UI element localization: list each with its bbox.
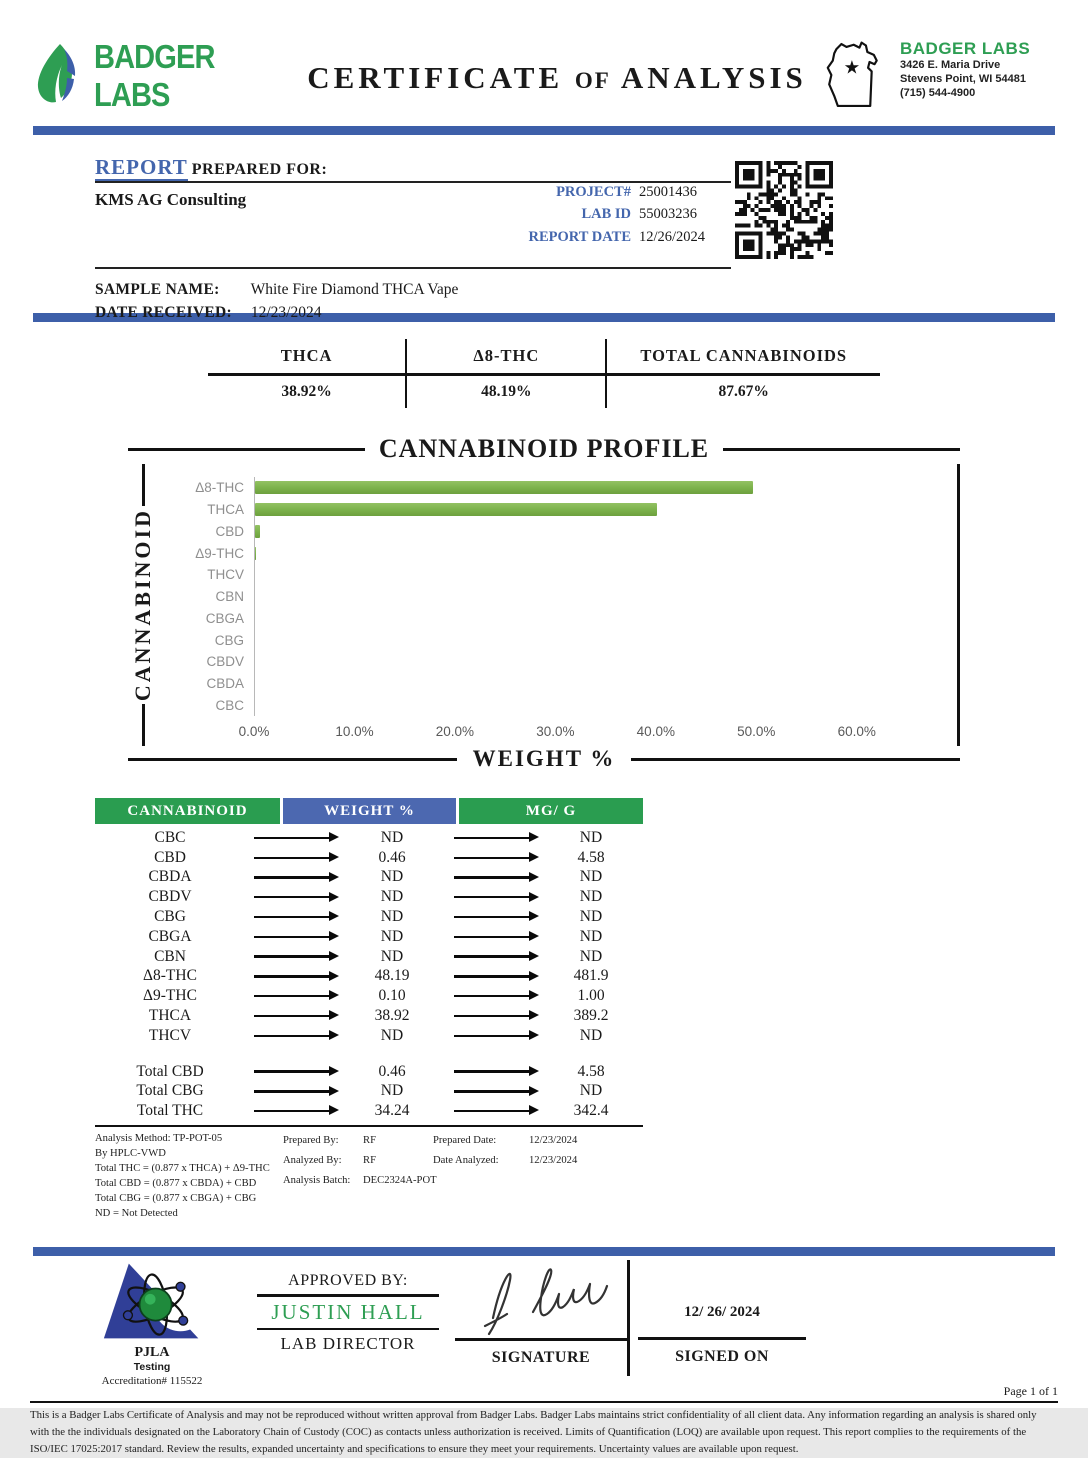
mg-value: ND [579,1026,603,1044]
cannabinoid-name: CBGA [148,927,192,945]
arrow-icon [254,916,330,918]
frame-line [142,704,145,746]
chart-bar-track [254,542,937,564]
chart-row [158,629,937,651]
arrow-icon [254,1015,330,1017]
chart-row [158,673,937,695]
arrow-icon [254,1035,330,1037]
weight-value: ND [380,888,404,906]
divider-bar [33,126,1055,135]
chart-bar-track [254,694,937,716]
arrow-icon [454,1110,530,1112]
chart-category-label: CBG [214,632,244,648]
project-value: 25001436 [639,184,697,200]
summary-table [208,339,880,408]
weight-value: 0.46 [378,848,406,866]
cannabinoid-name: Total THC [136,1102,204,1120]
wisconsin-state-icon [822,38,894,117]
lab-id-value: 55003236 [639,206,697,223]
chart-bar [255,525,260,538]
arrow-icon [454,876,530,878]
chart-category-label: THCA [207,502,244,518]
chart-bar-track [254,629,937,651]
chart-bar-track [254,651,937,673]
signature-image [455,1256,627,1338]
prepared-by-label: Prepared By: [283,1135,339,1147]
weight-value: ND [380,828,404,846]
batch-label: Analysis Batch: [283,1175,351,1187]
cannabinoid-name: Δ8-THC [143,967,197,985]
chart-category-label: CBC [215,697,244,713]
summary-value: 48.19% [406,375,606,409]
mg-value: ND [579,828,603,846]
x-tick-label: 40.0% [636,724,675,739]
table-row [95,947,643,967]
arrow-icon [254,1110,330,1112]
weight-value: 0.46 [378,1062,406,1080]
report-info-section [95,155,1088,322]
signed-date: 12/ 26/ 2024 [684,1304,760,1321]
project-info [503,181,731,248]
approved-by-block [257,1272,439,1354]
pjla-logo-icon [98,1329,206,1346]
cannabinoid-name: Total CBD [136,1062,204,1080]
signed-on-label: SIGNED ON [675,1348,769,1366]
cannabinoid-name: CBDV [148,888,192,906]
chart-category-label: Δ8-THC [195,480,244,496]
x-tick-label: 20.0% [435,724,475,739]
weight-value: 0.10 [378,987,406,1005]
approver-name: JUSTIN HALL [271,1300,425,1325]
cannabinoid-name: Total CBG [136,1082,204,1100]
leaf-logo-icon [34,43,86,110]
lab-address2: Stevens Point, WI 54481 [900,73,1026,85]
arrow-icon [454,1035,530,1037]
frame-line [128,758,457,761]
approval-section [35,1256,1053,1388]
svg-text:★: ★ [843,56,861,78]
chart-row [158,586,937,608]
chart-row [158,694,937,716]
rule [638,1337,806,1340]
cannabinoid-name: THCA [148,1007,192,1025]
chart-category-label: CBGA [205,610,244,626]
arrow-icon [454,896,530,898]
project-label: PROJECT# [556,184,631,200]
x-tick-label: 30.0% [536,724,575,739]
signature-label: SIGNATURE [491,1349,591,1367]
lab-id-label: LAB ID [581,206,631,223]
lab-address-card [822,38,1060,117]
footnote-line: Total CBD = (0.877 x CBDA) + CBD [95,1178,257,1190]
mg-value: ND [579,947,603,965]
frame-line [142,464,145,506]
chart-row [158,651,937,673]
date-analyzed-label: Date Analyzed: [433,1155,499,1167]
weight-value: ND [380,868,404,886]
weight-value: 48.19 [374,967,410,985]
qr-code [735,161,833,264]
arrow-icon [254,1090,330,1092]
lab-name: BADGER LABS [900,39,1031,58]
frame-line [631,758,960,761]
table-row [95,848,643,868]
table-row [95,967,643,987]
table-row [95,907,643,927]
arrow-icon [254,857,330,859]
chart-category-label: CBN [215,589,244,605]
rule [30,1401,1058,1403]
arrow-icon [454,857,530,859]
mg-value: ND [579,868,603,886]
chart-bar [255,503,657,516]
sample-name-label: SAMPLE NAME: [95,281,220,298]
chart-row [158,542,937,564]
report-heading-word: REPORT [95,155,188,179]
pjla-name: PJLA [134,1345,170,1361]
summary-value: 87.67% [718,383,769,400]
arrow-icon [254,1070,330,1072]
weight-value: 38.92 [374,1007,410,1025]
table-row [95,927,643,947]
cannabinoid-name: CBG [154,908,186,926]
footnotes [95,1125,643,1221]
cannabinoid-name: THCV [148,1026,192,1044]
results-header: WEIGHT % [283,798,456,824]
signed-on-block [638,1256,806,1366]
table-row [95,887,643,907]
weight-value: ND [380,1082,404,1100]
cannabinoid-name: CBD [154,848,186,866]
table-row [95,1101,643,1121]
footnote-line: Analysis Method: TP-POT-05 [95,1133,223,1145]
summary-header: Δ8-THC [406,339,606,375]
analysis-meta [283,1131,643,1221]
cannabinoid-name: CBC [154,828,186,846]
chart-category-label: CBDA [206,675,244,691]
mg-value: 389.2 [573,1007,609,1025]
prepared-date-value: 12/23/2024 [529,1135,578,1147]
footnote-line: By HPLC-VWD [95,1148,166,1160]
chart-row [158,564,937,586]
footnote-line: ND = Not Detected [95,1208,178,1220]
weight-value: ND [380,927,404,945]
y-axis-title: CANNABINOID [130,508,155,702]
lab-phone: (715) 544-4900 [900,86,976,99]
report-heading-rest: PREPARED FOR: [191,161,328,178]
mg-value: ND [579,927,603,945]
divider-bar [33,1247,1055,1256]
date-analyzed-value: 12/23/2024 [529,1155,578,1167]
page-title: CERTIFICATE OF ANALYSIS [307,60,807,95]
prepared-date-label: Prepared Date: [433,1135,497,1147]
rule [257,1294,439,1297]
results-header: MG/ G [459,798,643,824]
plot-area [158,464,957,746]
weight-value: ND [380,947,404,965]
chart-category-label: Δ9-THC [195,545,244,561]
cannabinoid-name: Δ9-THC [143,987,197,1005]
signature-block [455,1256,627,1367]
chart-row [158,607,937,629]
arrow-icon [254,896,330,898]
mg-value: 4.58 [577,848,605,866]
chart-category-label: CBD [215,523,244,539]
arrow-icon [254,975,330,977]
sample-name-value: White Fire Diamond THCA Vape [250,281,459,298]
client-name: KMS AG Consulting [95,190,247,209]
weight-value: 34.24 [374,1102,410,1120]
disclaimer-text: This is a Badger Labs Certificate of Analysis and may not be reproduced without written approval from Badger Labs. Badger Labs maintains strict confidentiality of all client data. Any information regarding an analysis is shared only with the the individuals designated on the Laboratory Chain of Custody (COC) as contacts unless authorization is received. Limits of Quantification (LOQ) are available upon request. This report complies to the requirements of the ISO/IEC 17025:2017 standard. Review the results, expanded uncertainty and specifications to ensure they meet your requirements. Uncertainty values are available upon request. [30,1409,1037,1455]
chart-bar-track [254,499,937,521]
date-received-label: DATE RECEIVED: [95,304,232,322]
chart-bar-track [254,477,937,499]
table-row [95,1082,643,1102]
footnote-line: Total THC = (0.877 x THCA) + Δ9-THC [95,1163,270,1175]
arrow-icon [254,955,330,957]
prepared-by-value: RF [363,1135,376,1147]
cannabinoid-name: CBN [154,947,186,965]
table-row [95,1026,643,1046]
arrow-icon [454,1015,530,1017]
arrow-icon [454,936,530,938]
chart-category-label: THCV [207,567,244,583]
chart-category-label: CBDV [206,654,244,670]
results-header: CANNABINOID [95,798,280,824]
arrow-icon [454,1090,530,1092]
logo-wordmark: BADGER LABS [94,38,215,113]
analysis-method-notes [95,1131,283,1221]
chart-bar-track [254,564,937,586]
header [0,0,1088,117]
table-row [95,868,643,888]
x-axis-ticks [238,716,917,746]
table-row [95,828,643,848]
arrow-icon [454,975,530,977]
weight-value: ND [380,1026,404,1044]
chart-row [158,477,937,499]
mg-value: ND [579,908,603,926]
weight-value: ND [380,908,404,926]
vertical-divider [627,1260,630,1376]
report-date-label: REPORT DATE [528,228,631,245]
page-number: Page 1 of 1 [1003,1384,1058,1399]
chart-row [158,499,937,521]
summary-value: 38.92% [281,383,332,400]
mg-value: 481.9 [573,967,609,985]
results-table [95,798,643,1121]
chart-row [158,520,937,542]
arrow-icon [454,916,530,918]
chart-bar-track [254,673,937,695]
arrow-icon [454,955,530,957]
arrow-icon [254,995,330,997]
frame-line [957,464,960,746]
cannabinoid-name: CBDA [148,868,192,886]
arrow-icon [454,837,530,839]
mg-value: 1.00 [577,987,605,1005]
arrow-icon [254,876,330,878]
chart-bar-track [254,607,937,629]
arrow-icon [454,995,530,997]
arrow-icon [454,1070,530,1072]
chart-bar [255,547,256,560]
rule [455,1338,627,1341]
summary-header: THCA [208,339,406,375]
x-tick-label: 50.0% [737,724,776,739]
rule [257,1328,439,1330]
summary-header: TOTAL CANNABINOIDS [606,339,880,375]
x-tick-label: 0.0% [238,724,270,739]
footnote-line: Total CBG = (0.877 x CBGA) + CBG [95,1193,257,1205]
table-row [95,1006,643,1026]
pjla-sub: Testing [133,1361,171,1374]
approved-by-label: APPROVED BY: [288,1272,408,1290]
x-tick-label: 60.0% [837,724,876,739]
date-received-value: 12/23/2024 [250,304,322,322]
report-date-value: 12/26/2024 [639,228,706,245]
chart-bar-track [254,586,937,608]
analyzed-by-value: RF [363,1155,376,1167]
accreditation-number: Accreditation# 115522 [101,1375,203,1388]
mg-value: ND [579,888,603,906]
pjla-accreditation-block [87,1260,217,1387]
frame-line [128,448,365,451]
cannabinoid-profile-chart [128,434,960,772]
sample-info [95,267,731,325]
chart-title: CANNABINOID PROFILE [378,434,710,463]
chart-bar [255,481,753,494]
batch-value: DEC2324A-POT [363,1175,437,1187]
lab-address1: 3426 E. Maria Drive [900,59,1001,72]
approver-title: LAB DIRECTOR [280,1334,416,1354]
report-heading [95,155,731,183]
badger-labs-logo [34,38,292,114]
mg-value: 342.4 [573,1102,609,1120]
chart-bar-track [254,520,937,542]
mg-value: 4.58 [577,1062,605,1080]
frame-line [723,448,960,451]
table-row [95,1062,643,1082]
analyzed-by-label: Analyzed By: [283,1155,342,1167]
x-axis-title: WEIGHT % [472,746,616,771]
arrow-icon [254,837,330,839]
mg-value: ND [579,1082,603,1100]
arrow-icon [254,936,330,938]
table-row [95,986,643,1006]
x-tick-label: 10.0% [335,724,374,739]
